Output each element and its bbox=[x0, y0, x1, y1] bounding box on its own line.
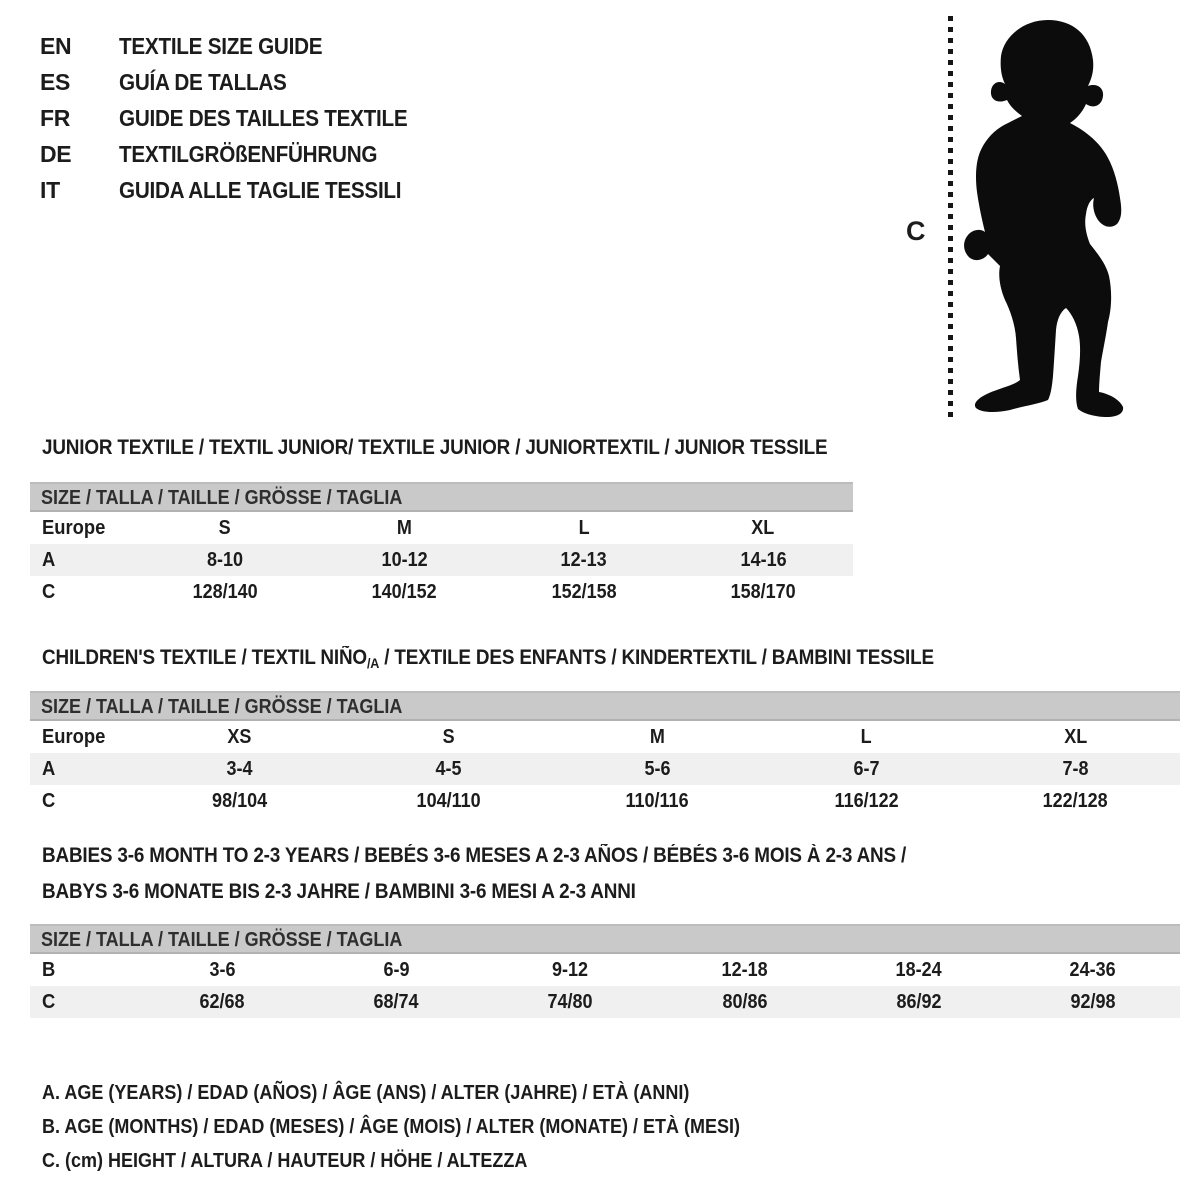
legend-line-b bbox=[42, 1110, 818, 1144]
language-code: IT bbox=[40, 176, 60, 203]
legend-text-a: A. AGE (YEARS) / EDAD (AÑOS) / ÂGE (ANS) / ALTER (JAHRE) / ETÀ (ANNI) bbox=[42, 1082, 690, 1104]
children-heading-suffix: / TEXTILE DES ENFANTS / KINDERTEXTIL / BAMBINI TESSILE bbox=[379, 646, 934, 669]
height-cell: 92/98 bbox=[1070, 991, 1116, 1013]
age-cell: 4-5 bbox=[435, 758, 462, 780]
height-cell: 158/170 bbox=[730, 581, 796, 603]
size-cell: S bbox=[218, 517, 231, 539]
children-size-table bbox=[30, 691, 1180, 817]
babies-section-heading-line1 bbox=[42, 844, 1002, 868]
junior-row-europe bbox=[30, 512, 853, 544]
babies-section-heading-line2 bbox=[42, 880, 702, 904]
height-cell: 110/116 bbox=[625, 790, 690, 812]
junior-heading-text: JUNIOR TEXTILE / TEXTIL JUNIOR/ TEXTILE JUNIOR / JUNIORTEXTIL / JUNIOR TESSILE bbox=[42, 436, 828, 459]
children-row-age bbox=[30, 753, 1180, 785]
months-cell: 9-12 bbox=[552, 959, 589, 981]
guide-title: GUÍA DE TALLAS bbox=[119, 68, 287, 95]
row-label: B bbox=[42, 959, 56, 981]
height-cell: 62/68 bbox=[199, 991, 245, 1013]
age-cell: 6-7 bbox=[853, 758, 880, 780]
row-label: C bbox=[42, 991, 56, 1013]
size-bar-label: SIZE / TALLA / TAILLE / GRÖSSE / TAGLIA bbox=[41, 487, 403, 509]
height-cell: 104/110 bbox=[416, 790, 481, 812]
age-cell: 10-12 bbox=[381, 549, 428, 571]
language-row bbox=[40, 64, 440, 100]
size-bar-label: SIZE / TALLA / TAILLE / GRÖSSE / TAGLIA bbox=[41, 929, 403, 951]
junior-row-age bbox=[30, 544, 853, 576]
language-title-list bbox=[40, 28, 440, 208]
junior-size-bar bbox=[30, 482, 853, 512]
height-cell: 98/104 bbox=[211, 790, 268, 812]
row-label: A bbox=[42, 549, 56, 571]
language-code: ES bbox=[40, 68, 71, 95]
height-cell: 80/86 bbox=[722, 991, 768, 1013]
guide-title: TEXTILGRÖßENFÜHRUNG bbox=[119, 140, 378, 167]
months-cell: 24-36 bbox=[1069, 959, 1116, 981]
size-cell: S bbox=[442, 726, 455, 748]
size-cell: L bbox=[578, 517, 590, 539]
height-cell: 116/122 bbox=[834, 790, 899, 812]
height-cell: 74/80 bbox=[547, 991, 593, 1013]
size-cell: XS bbox=[227, 726, 252, 748]
row-label: A bbox=[42, 758, 56, 780]
height-cell: 68/74 bbox=[373, 991, 419, 1013]
language-row bbox=[40, 28, 440, 64]
language-code: DE bbox=[40, 140, 72, 167]
months-cell: 18-24 bbox=[895, 959, 942, 981]
junior-size-table bbox=[30, 482, 853, 608]
language-code: EN bbox=[40, 32, 72, 59]
babies-size-table bbox=[30, 924, 1180, 1018]
legend-text-c: C. (cm) HEIGHT / ALTURA / HAUTEUR / HÖHE / ALTEZZA bbox=[42, 1150, 528, 1172]
babies-row-height bbox=[30, 986, 1180, 1018]
legend-text-b: B. AGE (MONTHS) / EDAD (MESES) / ÂGE (MOIS) / ALTER (MONATE) / ETÀ (MESI) bbox=[42, 1116, 740, 1138]
age-cell: 12-13 bbox=[560, 549, 607, 571]
language-row bbox=[40, 172, 440, 208]
height-cell: 152/158 bbox=[551, 581, 617, 603]
language-row bbox=[40, 100, 440, 136]
row-label: Europe bbox=[42, 517, 106, 539]
children-heading-sub: /A bbox=[366, 655, 380, 671]
junior-row-height bbox=[30, 576, 853, 608]
height-cell: 86/92 bbox=[896, 991, 942, 1013]
months-cell: 6-9 bbox=[383, 959, 410, 981]
age-cell: 8-10 bbox=[206, 549, 243, 571]
months-cell: 3-6 bbox=[209, 959, 236, 981]
children-row-height bbox=[30, 785, 1180, 817]
height-measure-label: C bbox=[906, 216, 926, 246]
height-cell: 140/152 bbox=[371, 581, 437, 603]
children-size-bar bbox=[30, 691, 1180, 721]
children-row-europe bbox=[30, 721, 1180, 753]
legend bbox=[42, 1076, 818, 1178]
height-cell: 122/128 bbox=[1042, 790, 1109, 812]
size-cell: L bbox=[861, 726, 872, 748]
months-cell: 12-18 bbox=[721, 959, 768, 981]
toddler-silhouette-icon bbox=[960, 16, 1146, 420]
age-cell: 3-4 bbox=[226, 758, 253, 780]
size-cell: M bbox=[649, 726, 665, 748]
row-label: C bbox=[42, 790, 56, 812]
guide-title: GUIDE DES TAILLES TEXTILE bbox=[119, 104, 408, 131]
age-cell: 5-6 bbox=[644, 758, 671, 780]
children-heading-prefix: CHILDREN'S TEXTILE / TEXTIL NIÑO bbox=[42, 646, 367, 669]
size-cell: M bbox=[396, 517, 412, 539]
guide-title: TEXTILE SIZE GUIDE bbox=[119, 32, 323, 59]
row-label: Europe bbox=[42, 726, 106, 748]
legend-line-c bbox=[42, 1144, 818, 1178]
babies-heading-text-2: BABYS 3-6 MONATE BIS 2-3 JAHRE / BAMBINI 3-6 MESI A 2-3 ANNI bbox=[42, 880, 636, 903]
babies-row-months bbox=[30, 954, 1180, 986]
babies-heading-text-1: BABIES 3-6 MONTH TO 2-3 YEARS / BEBÉS 3-6 MESES A 2-3 AÑOS / BÉBÉS 3-6 MOIS À 2-3 ANS / bbox=[42, 844, 907, 867]
age-cell: 14-16 bbox=[740, 549, 787, 571]
age-cell: 7-8 bbox=[1062, 758, 1089, 780]
children-heading-text bbox=[42, 646, 934, 671]
guide-title: GUIDA ALLE TAGLIE TESSILI bbox=[119, 176, 402, 203]
row-label: C bbox=[42, 581, 56, 603]
height-cell: 128/140 bbox=[192, 581, 258, 603]
junior-section-heading bbox=[42, 436, 915, 460]
children-section-heading bbox=[42, 646, 1033, 671]
babies-size-bar bbox=[30, 924, 1180, 954]
size-cell: XL bbox=[1063, 726, 1088, 748]
language-row bbox=[40, 136, 440, 172]
size-cell: XL bbox=[751, 517, 775, 539]
height-measure-dashed-line bbox=[948, 16, 953, 418]
size-bar-label: SIZE / TALLA / TAILLE / GRÖSSE / TAGLIA bbox=[41, 696, 403, 718]
legend-line-a bbox=[42, 1076, 818, 1110]
language-code: FR bbox=[40, 104, 71, 131]
